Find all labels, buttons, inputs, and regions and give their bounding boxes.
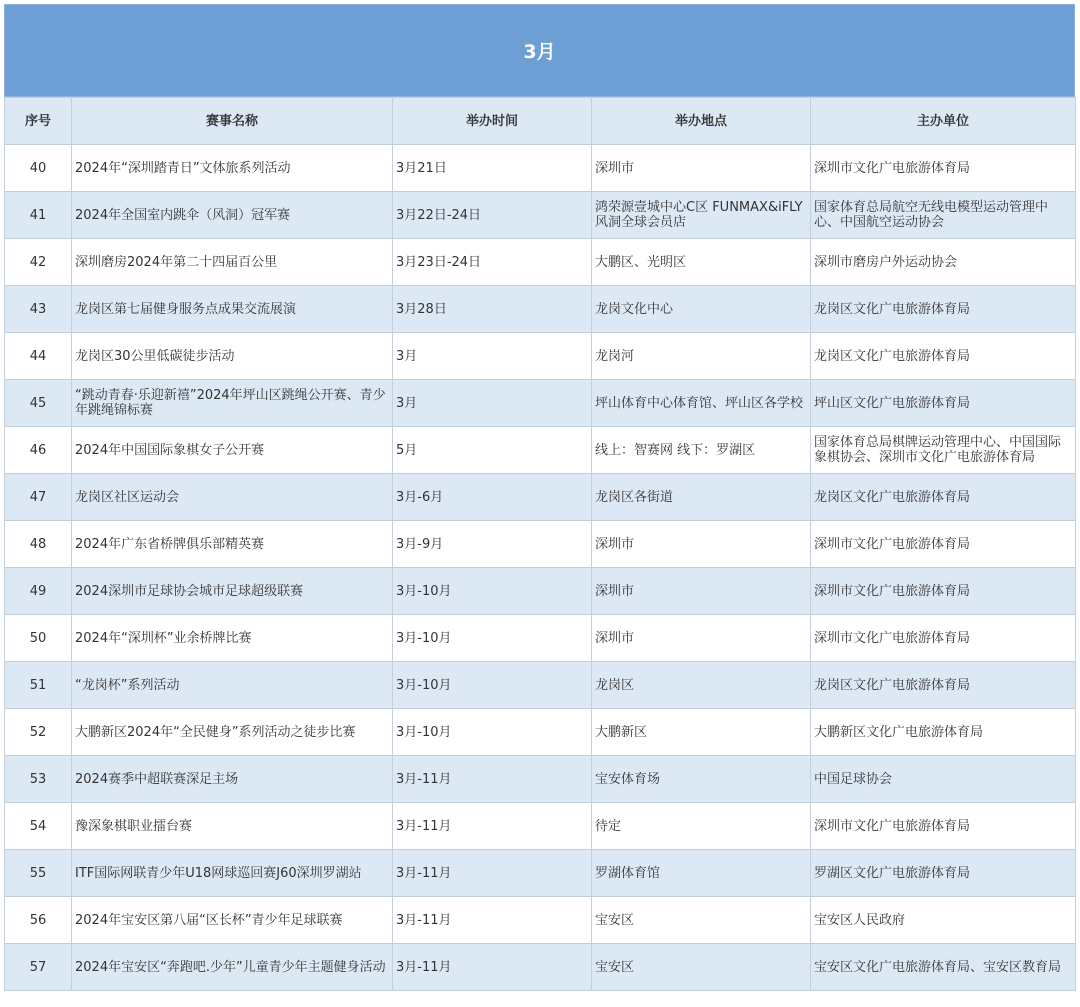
event-date: 3月21日: [393, 145, 592, 192]
event-venue: 宝安区: [592, 944, 811, 991]
event-venue: 鸿荣源壹城中心C区 FUNMAX&iFLY风洞全球会员店: [592, 192, 811, 239]
row-index: 57: [5, 944, 72, 991]
table-row: [5, 145, 1076, 192]
event-organizer: 中国足球协会: [811, 756, 1076, 803]
event-date: 3月-10月: [393, 615, 592, 662]
row-index: 56: [5, 897, 72, 944]
event-date: 3月-11月: [393, 897, 592, 944]
event-name: 2024年“深圳杯”业余桥牌比赛: [72, 615, 393, 662]
event-date: 3月: [393, 380, 592, 427]
table-row: [5, 521, 1076, 568]
event-name: 龙岗区社区运动会: [72, 474, 393, 521]
header-date: 举办时间: [393, 98, 592, 145]
row-index: 50: [5, 615, 72, 662]
event-venue: 深圳市: [592, 615, 811, 662]
event-name: 2024年宝安区“奔跑吧.少年”儿童青少年主题健身活动: [72, 944, 393, 991]
event-date: 5月: [393, 427, 592, 474]
event-venue: 坪山体育中心体育馆、坪山区各学校: [592, 380, 811, 427]
row-index: 49: [5, 568, 72, 615]
event-organizer: 深圳市磨房户外运动协会: [811, 239, 1076, 286]
event-date: 3月-6月: [393, 474, 592, 521]
event-name: 2024年宝安区第八届“区长杯”青少年足球联赛: [72, 897, 393, 944]
row-index: 53: [5, 756, 72, 803]
row-index: 41: [5, 192, 72, 239]
table-row: [5, 756, 1076, 803]
table-row: [5, 662, 1076, 709]
table-row: [5, 474, 1076, 521]
event-name: “龙岗杯”系列活动: [72, 662, 393, 709]
event-organizer: 深圳市文化广电旅游体育局: [811, 568, 1076, 615]
event-name: ITF国际网联青少年U18网球巡回赛J60深圳罗湖站: [72, 850, 393, 897]
header-event-name: 赛事名称: [72, 98, 393, 145]
event-venue: 深圳市: [592, 521, 811, 568]
event-date: 3月22日-24日: [393, 192, 592, 239]
event-organizer: 国家体育总局棋牌运动管理中心、中国国际象棋协会、深圳市文化广电旅游体育局: [811, 427, 1076, 474]
event-organizer: 宝安区人民政府: [811, 897, 1076, 944]
event-table: [4, 97, 1076, 991]
event-venue: 龙岗区: [592, 662, 811, 709]
event-name: 2024赛季中超联赛深足主场: [72, 756, 393, 803]
row-index: 51: [5, 662, 72, 709]
event-venue: 龙岗河: [592, 333, 811, 380]
table-row: [5, 803, 1076, 850]
event-organizer: 深圳市文化广电旅游体育局: [811, 803, 1076, 850]
event-name: “跳动青春·乐迎新禧”2024年坪山区跳绳公开赛、青少年跳绳锦标赛: [72, 380, 393, 427]
event-venue: 龙岗区各街道: [592, 474, 811, 521]
table-row: [5, 333, 1076, 380]
event-name: 龙岗区30公里低碳徒步活动: [72, 333, 393, 380]
event-venue: 深圳市: [592, 145, 811, 192]
event-date: 3月: [393, 333, 592, 380]
table-row: [5, 897, 1076, 944]
event-venue: 龙岗文化中心: [592, 286, 811, 333]
event-date: 3月-10月: [393, 568, 592, 615]
event-organizer: 龙岗区文化广电旅游体育局: [811, 474, 1076, 521]
event-date: 3月-11月: [393, 850, 592, 897]
row-index: 45: [5, 380, 72, 427]
event-date: 3月-9月: [393, 521, 592, 568]
event-date: 3月-10月: [393, 709, 592, 756]
table-row: [5, 615, 1076, 662]
event-date: 3月28日: [393, 286, 592, 333]
table-row: [5, 427, 1076, 474]
row-index: 48: [5, 521, 72, 568]
header-row: [5, 98, 1076, 145]
event-venue: 深圳市: [592, 568, 811, 615]
event-organizer: 宝安区文化广电旅游体育局、宝安区教育局: [811, 944, 1076, 991]
row-index: 46: [5, 427, 72, 474]
header-venue: 举办地点: [592, 98, 811, 145]
event-organizer: 龙岗区文化广电旅游体育局: [811, 333, 1076, 380]
event-date: 3月-11月: [393, 944, 592, 991]
event-organizer: 深圳市文化广电旅游体育局: [811, 615, 1076, 662]
event-organizer: 国家体育总局航空无线电模型运动管理中心、中国航空运动协会: [811, 192, 1076, 239]
row-index: 44: [5, 333, 72, 380]
event-name: 2024年全国室内跳伞（风洞）冠军赛: [72, 192, 393, 239]
event-date: 3月-10月: [393, 662, 592, 709]
event-organizer: 坪山区文化广电旅游体育局: [811, 380, 1076, 427]
table-body: [5, 145, 1076, 991]
table-row: [5, 192, 1076, 239]
event-venue: 大鹏新区: [592, 709, 811, 756]
month-banner: [4, 4, 1075, 97]
event-name: 2024年广东省桥牌俱乐部精英赛: [72, 521, 393, 568]
event-organizer: 罗湖区文化广电旅游体育局: [811, 850, 1076, 897]
event-name: 2024年中国国际象棋女子公开赛: [72, 427, 393, 474]
table-row: [5, 850, 1076, 897]
row-index: 47: [5, 474, 72, 521]
header-index: 序号: [5, 98, 72, 145]
header-organizer: 主办单位: [811, 98, 1076, 145]
row-index: 55: [5, 850, 72, 897]
event-organizer: 大鹏新区文化广电旅游体育局: [811, 709, 1076, 756]
table-row: [5, 944, 1076, 991]
event-name: 龙岗区第七届健身服务点成果交流展演: [72, 286, 393, 333]
event-organizer: 深圳市文化广电旅游体育局: [811, 521, 1076, 568]
month-title: 3月: [523, 41, 556, 63]
event-name: 深圳磨房2024年第二十四届百公里: [72, 239, 393, 286]
table-row: [5, 568, 1076, 615]
table-row: [5, 380, 1076, 427]
event-date: 3月-11月: [393, 756, 592, 803]
row-index: 43: [5, 286, 72, 333]
row-index: 40: [5, 145, 72, 192]
event-name: 2024深圳市足球协会城市足球超级联赛: [72, 568, 393, 615]
event-organizer: 深圳市文化广电旅游体育局: [811, 145, 1076, 192]
row-index: 42: [5, 239, 72, 286]
row-index: 52: [5, 709, 72, 756]
event-venue: 罗湖体育馆: [592, 850, 811, 897]
event-organizer: 龙岗区文化广电旅游体育局: [811, 286, 1076, 333]
event-name: 2024年“深圳踏青日”文体旅系列活动: [72, 145, 393, 192]
event-organizer: 龙岗区文化广电旅游体育局: [811, 662, 1076, 709]
event-date: 3月-11月: [393, 803, 592, 850]
table-row: [5, 709, 1076, 756]
event-venue: 宝安区: [592, 897, 811, 944]
schedule-sheet: [4, 4, 1075, 991]
event-venue: 宝安体育场: [592, 756, 811, 803]
event-venue: 大鹏区、光明区: [592, 239, 811, 286]
event-name: 大鹏新区2024年“全民健身”系列活动之徒步比赛: [72, 709, 393, 756]
event-venue: 线上：智赛网 线下：罗湖区: [592, 427, 811, 474]
event-date: 3月23日-24日: [393, 239, 592, 286]
event-venue: 待定: [592, 803, 811, 850]
event-name: 豫深象棋职业擂台赛: [72, 803, 393, 850]
row-index: 54: [5, 803, 72, 850]
table-row: [5, 286, 1076, 333]
table-row: [5, 239, 1076, 286]
